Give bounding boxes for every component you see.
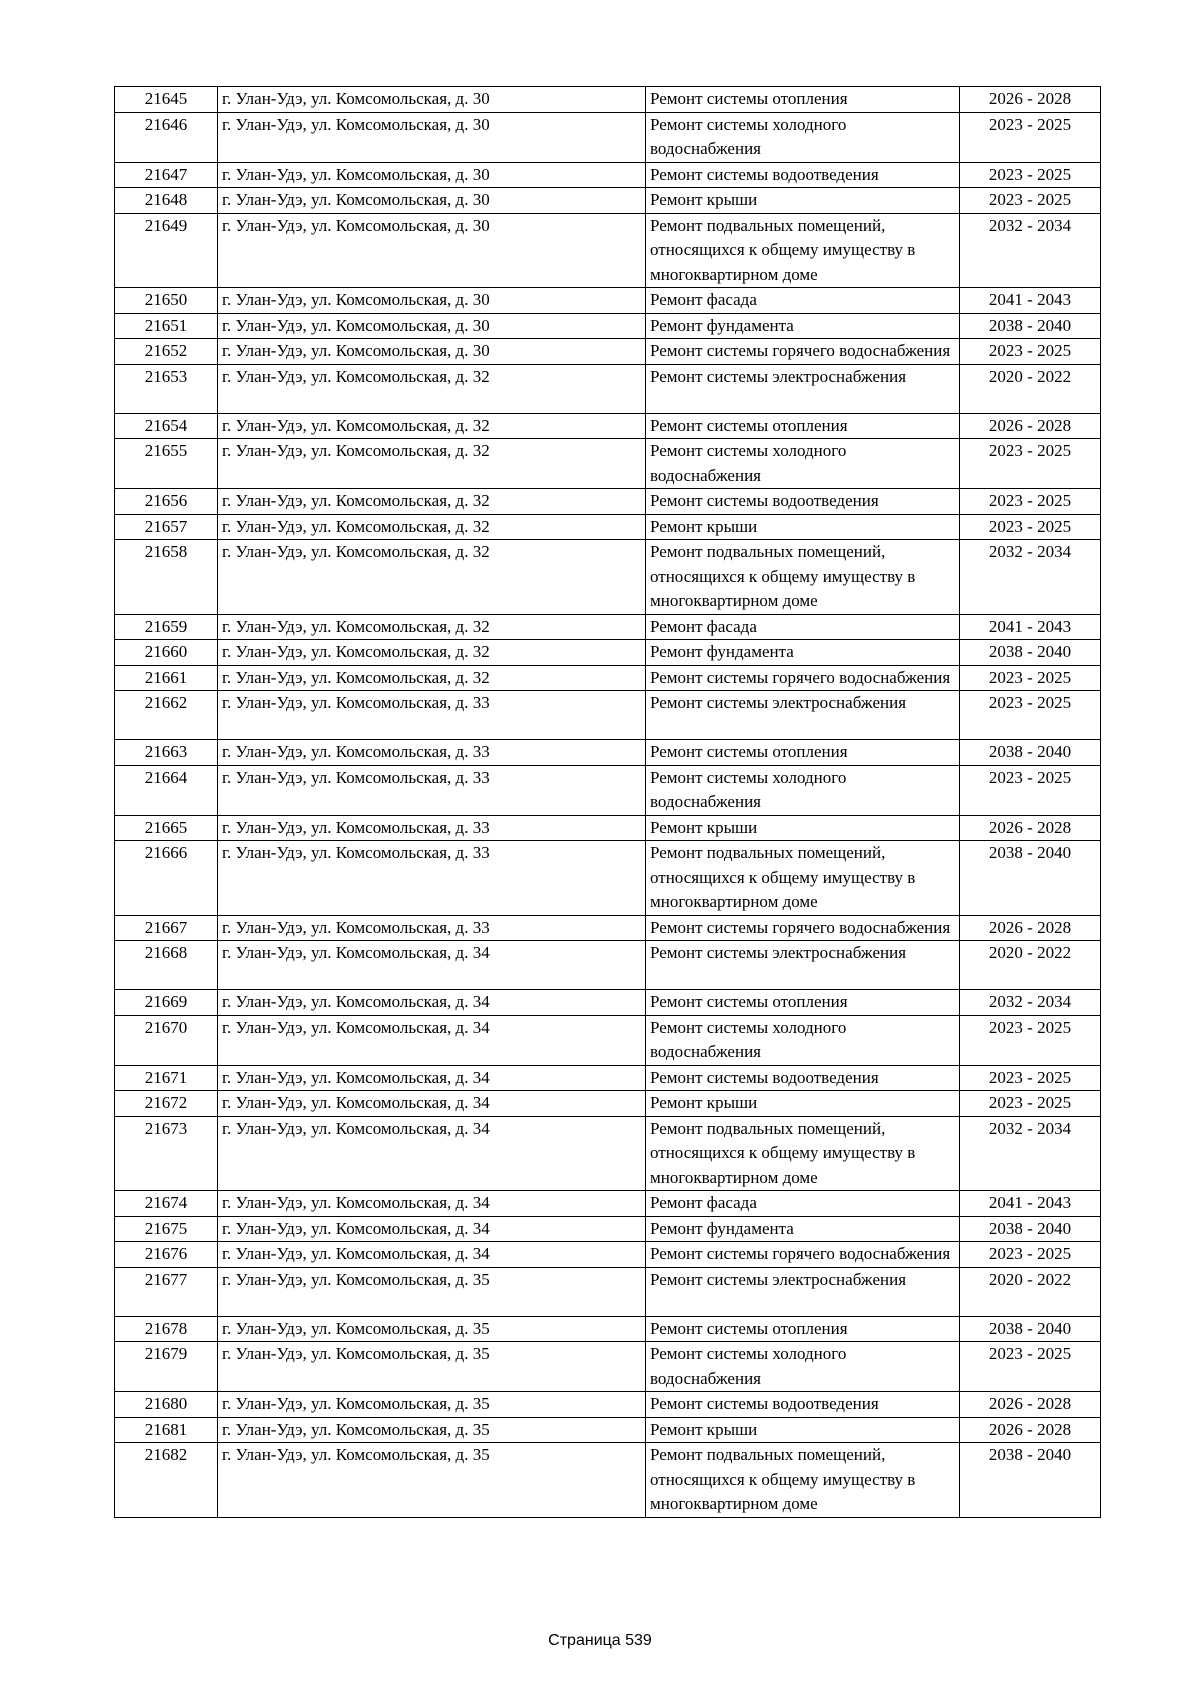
row-number-cell: 21646 (115, 112, 218, 162)
row-number-cell: 21655 (115, 439, 218, 489)
work-type-cell: Ремонт системы горячего водоснабжения (646, 1242, 960, 1268)
address-cell: г. Улан-Удэ, ул. Комсомольская, д. 30 (218, 288, 646, 314)
period-cell: 2032 - 2034 (960, 1116, 1101, 1191)
table-row (115, 87, 1101, 113)
work-type-cell: Ремонт подвальных помещений, относящихся к общему имуществу в многоквартирном доме (646, 1116, 960, 1191)
period-cell: 2023 - 2025 (960, 1091, 1101, 1117)
table-row (115, 413, 1101, 439)
address-cell: г. Улан-Удэ, ул. Комсомольская, д. 32 (218, 413, 646, 439)
period-cell: 2026 - 2028 (960, 815, 1101, 841)
address-cell: г. Улан-Удэ, ул. Комсомольская, д. 32 (218, 364, 646, 413)
row-number-cell: 21670 (115, 1015, 218, 1065)
row-number-cell: 21664 (115, 765, 218, 815)
table-body (115, 87, 1101, 1518)
table-row (115, 1216, 1101, 1242)
table-row (115, 339, 1101, 365)
row-number-cell: 21675 (115, 1216, 218, 1242)
row-number-cell: 21651 (115, 313, 218, 339)
row-number-cell: 21682 (115, 1443, 218, 1518)
period-cell: 2023 - 2025 (960, 691, 1101, 740)
address-cell: г. Улан-Удэ, ул. Комсомольская, д. 32 (218, 665, 646, 691)
period-cell: 2026 - 2028 (960, 1392, 1101, 1418)
address-cell: г. Улан-Удэ, ул. Комсомольская, д. 30 (218, 112, 646, 162)
address-cell: г. Улан-Удэ, ул. Комсомольская, д. 32 (218, 514, 646, 540)
work-type-cell: Ремонт системы отопления (646, 1316, 960, 1342)
address-cell: г. Улан-Удэ, ул. Комсомольская, д. 35 (218, 1392, 646, 1418)
row-number-cell: 21650 (115, 288, 218, 314)
row-number-cell: 21647 (115, 162, 218, 188)
address-cell: г. Улан-Удэ, ул. Комсомольская, д. 30 (218, 313, 646, 339)
row-number-cell: 21678 (115, 1316, 218, 1342)
address-cell: г. Улан-Удэ, ул. Комсомольская, д. 30 (218, 188, 646, 214)
row-number-cell: 21671 (115, 1065, 218, 1091)
row-number-cell: 21674 (115, 1191, 218, 1217)
work-type-cell: Ремонт системы отопления (646, 740, 960, 766)
table-row (115, 364, 1101, 413)
table-row (115, 915, 1101, 941)
work-type-cell: Ремонт системы холодного водоснабжения (646, 1342, 960, 1392)
address-cell: г. Улан-Удэ, ул. Комсомольская, д. 34 (218, 1191, 646, 1217)
period-cell: 2026 - 2028 (960, 413, 1101, 439)
row-number-cell: 21661 (115, 665, 218, 691)
row-number-cell: 21669 (115, 990, 218, 1016)
table-row (115, 162, 1101, 188)
address-cell: г. Улан-Удэ, ул. Комсомольская, д. 33 (218, 841, 646, 916)
table-row (115, 288, 1101, 314)
address-cell: г. Улан-Удэ, ул. Комсомольская, д. 34 (218, 1242, 646, 1268)
row-number-cell: 21673 (115, 1116, 218, 1191)
address-cell: г. Улан-Удэ, ул. Комсомольская, д. 35 (218, 1267, 646, 1316)
work-type-cell: Ремонт фундамента (646, 640, 960, 666)
address-cell: г. Улан-Удэ, ул. Комсомольская, д. 33 (218, 740, 646, 766)
row-number-cell: 21648 (115, 188, 218, 214)
work-type-cell: Ремонт системы электроснабжения (646, 1267, 960, 1316)
table-row (115, 213, 1101, 288)
table-row (115, 1242, 1101, 1268)
period-cell: 2023 - 2025 (960, 1015, 1101, 1065)
address-cell: г. Улан-Удэ, ул. Комсомольская, д. 33 (218, 765, 646, 815)
period-cell: 2038 - 2040 (960, 740, 1101, 766)
table-row (115, 188, 1101, 214)
work-type-cell: Ремонт системы холодного водоснабжения (646, 1015, 960, 1065)
table-row (115, 1417, 1101, 1443)
table-row (115, 1267, 1101, 1316)
work-type-cell: Ремонт системы горячего водоснабжения (646, 915, 960, 941)
period-cell: 2038 - 2040 (960, 1316, 1101, 1342)
row-number-cell: 21662 (115, 691, 218, 740)
table-row (115, 1091, 1101, 1117)
work-type-cell: Ремонт системы горячего водоснабжения (646, 665, 960, 691)
address-cell: г. Улан-Удэ, ул. Комсомольская, д. 34 (218, 1091, 646, 1117)
table-row (115, 815, 1101, 841)
address-cell: г. Улан-Удэ, ул. Комсомольская, д. 32 (218, 640, 646, 666)
work-type-cell: Ремонт подвальных помещений, относящихся к общему имуществу в многоквартирном доме (646, 213, 960, 288)
address-cell: г. Улан-Удэ, ул. Комсомольская, д. 32 (218, 614, 646, 640)
address-cell: г. Улан-Удэ, ул. Комсомольская, д. 34 (218, 1015, 646, 1065)
table-row (115, 514, 1101, 540)
work-type-cell: Ремонт фасада (646, 288, 960, 314)
row-number-cell: 21676 (115, 1242, 218, 1268)
table-row (115, 1342, 1101, 1392)
row-number-cell: 21659 (115, 614, 218, 640)
address-cell: г. Улан-Удэ, ул. Комсомольская, д. 32 (218, 439, 646, 489)
table-row (115, 941, 1101, 990)
row-number-cell: 21652 (115, 339, 218, 365)
period-cell: 2023 - 2025 (960, 514, 1101, 540)
work-type-cell: Ремонт системы отопления (646, 990, 960, 1016)
period-cell: 2041 - 2043 (960, 614, 1101, 640)
address-cell: г. Улан-Удэ, ул. Комсомольская, д. 30 (218, 87, 646, 113)
row-number-cell: 21666 (115, 841, 218, 916)
work-type-cell: Ремонт системы горячего водоснабжения (646, 339, 960, 365)
table-row (115, 691, 1101, 740)
work-type-cell: Ремонт крыши (646, 815, 960, 841)
table-row (115, 1065, 1101, 1091)
period-cell: 2038 - 2040 (960, 1443, 1101, 1518)
work-type-cell: Ремонт подвальных помещений, относящихся к общему имуществу в многоквартирном доме (646, 841, 960, 916)
work-type-cell: Ремонт системы водоотведения (646, 1065, 960, 1091)
period-cell: 2038 - 2040 (960, 313, 1101, 339)
period-cell: 2038 - 2040 (960, 1216, 1101, 1242)
row-number-cell: 21677 (115, 1267, 218, 1316)
table-row (115, 841, 1101, 916)
table-row (115, 1116, 1101, 1191)
table-row (115, 489, 1101, 515)
table-row (115, 1316, 1101, 1342)
address-cell: г. Улан-Удэ, ул. Комсомольская, д. 33 (218, 691, 646, 740)
work-type-cell: Ремонт системы водоотведения (646, 489, 960, 515)
period-cell: 2023 - 2025 (960, 489, 1101, 515)
address-cell: г. Улан-Удэ, ул. Комсомольская, д. 32 (218, 489, 646, 515)
period-cell: 2032 - 2034 (960, 990, 1101, 1016)
period-cell: 2020 - 2022 (960, 1267, 1101, 1316)
row-number-cell: 21665 (115, 815, 218, 841)
row-number-cell: 21660 (115, 640, 218, 666)
work-type-cell: Ремонт крыши (646, 188, 960, 214)
period-cell: 2023 - 2025 (960, 339, 1101, 365)
work-type-cell: Ремонт фасада (646, 1191, 960, 1217)
period-cell: 2023 - 2025 (960, 765, 1101, 815)
period-cell: 2020 - 2022 (960, 941, 1101, 990)
period-cell: 2038 - 2040 (960, 841, 1101, 916)
table-row (115, 614, 1101, 640)
work-type-cell: Ремонт системы холодного водоснабжения (646, 765, 960, 815)
work-type-cell: Ремонт подвальных помещений, относящихся к общему имуществу в многоквартирном доме (646, 1443, 960, 1518)
row-number-cell: 21656 (115, 489, 218, 515)
work-type-cell: Ремонт подвальных помещений, относящихся к общему имуществу в многоквартирном доме (646, 540, 960, 615)
work-type-cell: Ремонт фундамента (646, 313, 960, 339)
address-cell: г. Улан-Удэ, ул. Комсомольская, д. 34 (218, 1216, 646, 1242)
address-cell: г. Улан-Удэ, ул. Комсомольская, д. 35 (218, 1316, 646, 1342)
address-cell: г. Улан-Удэ, ул. Комсомольская, д. 34 (218, 1116, 646, 1191)
period-cell: 2023 - 2025 (960, 162, 1101, 188)
work-type-cell: Ремонт системы водоотведения (646, 1392, 960, 1418)
address-cell: г. Улан-Удэ, ул. Комсомольская, д. 34 (218, 990, 646, 1016)
address-cell: г. Улан-Удэ, ул. Комсомольская, д. 35 (218, 1417, 646, 1443)
work-type-cell: Ремонт системы отопления (646, 87, 960, 113)
address-cell: г. Улан-Удэ, ул. Комсомольская, д. 35 (218, 1443, 646, 1518)
period-cell: 2023 - 2025 (960, 1065, 1101, 1091)
address-cell: г. Улан-Удэ, ул. Комсомольская, д. 33 (218, 915, 646, 941)
table-row (115, 1443, 1101, 1518)
address-cell: г. Улан-Удэ, ул. Комсомольская, д. 34 (218, 1065, 646, 1091)
period-cell: 2026 - 2028 (960, 1417, 1101, 1443)
address-cell: г. Улан-Удэ, ул. Комсомольская, д. 32 (218, 540, 646, 615)
repair-schedule-table (114, 86, 1101, 1518)
period-cell: 2023 - 2025 (960, 188, 1101, 214)
page-number: Страница 539 (548, 1632, 652, 1649)
work-type-cell: Ремонт системы электроснабжения (646, 691, 960, 740)
period-cell: 2023 - 2025 (960, 112, 1101, 162)
work-type-cell: Ремонт системы отопления (646, 413, 960, 439)
period-cell: 2041 - 2043 (960, 1191, 1101, 1217)
address-cell: г. Улан-Удэ, ул. Комсомольская, д. 35 (218, 1342, 646, 1392)
row-number-cell: 21672 (115, 1091, 218, 1117)
period-cell: 2032 - 2034 (960, 213, 1101, 288)
table-row (115, 439, 1101, 489)
row-number-cell: 21658 (115, 540, 218, 615)
work-type-cell: Ремонт системы электроснабжения (646, 364, 960, 413)
address-cell: г. Улан-Удэ, ул. Комсомольская, д. 30 (218, 339, 646, 365)
period-cell: 2023 - 2025 (960, 1342, 1101, 1392)
work-type-cell: Ремонт крыши (646, 1091, 960, 1117)
work-type-cell: Ремонт фундамента (646, 1216, 960, 1242)
row-number-cell: 21663 (115, 740, 218, 766)
period-cell: 2041 - 2043 (960, 288, 1101, 314)
row-number-cell: 21681 (115, 1417, 218, 1443)
row-number-cell: 21667 (115, 915, 218, 941)
period-cell: 2023 - 2025 (960, 665, 1101, 691)
period-cell: 2023 - 2025 (960, 1242, 1101, 1268)
table-row (115, 1015, 1101, 1065)
address-cell: г. Улан-Удэ, ул. Комсомольская, д. 30 (218, 162, 646, 188)
work-type-cell: Ремонт крыши (646, 1417, 960, 1443)
period-cell: 2023 - 2025 (960, 439, 1101, 489)
row-number-cell: 21680 (115, 1392, 218, 1418)
table-row (115, 990, 1101, 1016)
row-number-cell: 21668 (115, 941, 218, 990)
table-row (115, 1392, 1101, 1418)
table-row (115, 540, 1101, 615)
row-number-cell: 21649 (115, 213, 218, 288)
period-cell: 2026 - 2028 (960, 87, 1101, 113)
work-type-cell: Ремонт системы водоотведения (646, 162, 960, 188)
row-number-cell: 21679 (115, 1342, 218, 1392)
table-row (115, 740, 1101, 766)
row-number-cell: 21654 (115, 413, 218, 439)
row-number-cell: 21653 (115, 364, 218, 413)
table-row (115, 313, 1101, 339)
address-cell: г. Улан-Удэ, ул. Комсомольская, д. 30 (218, 213, 646, 288)
table-row (115, 1191, 1101, 1217)
period-cell: 2020 - 2022 (960, 364, 1101, 413)
period-cell: 2026 - 2028 (960, 915, 1101, 941)
table-row (115, 640, 1101, 666)
table-row (115, 112, 1101, 162)
work-type-cell: Ремонт системы электроснабжения (646, 941, 960, 990)
work-type-cell: Ремонт системы холодного водоснабжения (646, 439, 960, 489)
address-cell: г. Улан-Удэ, ул. Комсомольская, д. 34 (218, 941, 646, 990)
address-cell: г. Улан-Удэ, ул. Комсомольская, д. 33 (218, 815, 646, 841)
period-cell: 2038 - 2040 (960, 640, 1101, 666)
work-type-cell: Ремонт системы холодного водоснабжения (646, 112, 960, 162)
row-number-cell: 21657 (115, 514, 218, 540)
row-number-cell: 21645 (115, 87, 218, 113)
table-row (115, 765, 1101, 815)
table-row (115, 665, 1101, 691)
period-cell: 2032 - 2034 (960, 540, 1101, 615)
work-type-cell: Ремонт фасада (646, 614, 960, 640)
work-type-cell: Ремонт крыши (646, 514, 960, 540)
